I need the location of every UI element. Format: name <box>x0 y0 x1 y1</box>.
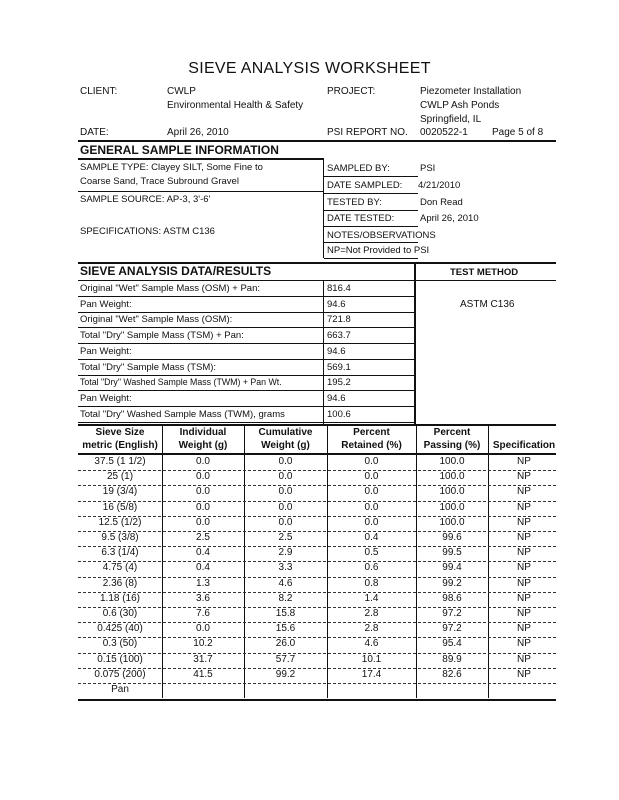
general-divider <box>323 158 324 258</box>
sieve-size-cell: 2.36 (8) <box>102 577 138 589</box>
table-cell: 0.4 <box>196 547 210 559</box>
column-header: Passing (%) <box>423 440 481 451</box>
table-cell: 2.5 <box>196 532 210 543</box>
table-cell: 31.7 <box>193 653 213 665</box>
sieve-size-cell: 0.075 (200) <box>94 668 146 680</box>
test-method: ASTM C136 <box>460 299 515 310</box>
table-cell: NP <box>517 486 531 498</box>
mass-row-rule <box>78 359 415 360</box>
mass-label: Pan Weight: <box>80 298 132 310</box>
table-cell: 0.0 <box>196 623 210 635</box>
mass-label: Pan Weight: <box>80 345 132 357</box>
table-header-rule <box>78 453 556 455</box>
table-cell: 0.6 <box>364 562 379 574</box>
mass-value: 94.6 <box>327 392 346 404</box>
page-number: Page 5 of 8 <box>492 127 544 138</box>
sieve-size-cell: 0.425 (40) <box>97 623 143 635</box>
table-cell: 0.0 <box>278 516 293 528</box>
sampled-by: PSI <box>420 163 436 174</box>
mass-label: Total "Dry" Sample Mass (TSM): <box>80 361 217 373</box>
table-cell: 0.0 <box>364 471 379 483</box>
sieve-size-cell: 16 (5/8) <box>102 501 138 513</box>
table-cell: NP <box>517 547 531 559</box>
mass-label: Original "Wet" Sample Mass (OSM) + Pan: <box>80 283 260 294</box>
table-cell: 97.2 <box>442 608 462 619</box>
table-cell: 89.9 <box>442 653 462 665</box>
rule <box>324 242 418 243</box>
table-cell: 2.5 <box>278 532 293 543</box>
date-tested-label: DATE TESTED: <box>327 213 395 224</box>
sieve-size-cell: 25 (1) <box>106 471 134 483</box>
rule <box>324 210 418 211</box>
column-header: Weight (g) <box>261 440 310 451</box>
date-label: DATE: <box>80 127 109 138</box>
table-cell: 57.7 <box>275 653 296 665</box>
table-cell: 97.2 <box>442 623 462 635</box>
table-cell: 0.0 <box>364 456 379 467</box>
table-cell: NP <box>517 562 531 574</box>
table-top-rule <box>78 424 556 426</box>
sieve-size-cell: 12.5 (1/2) <box>98 516 142 528</box>
mass-row-rule <box>78 406 415 407</box>
mass-row-rule <box>78 296 415 297</box>
table-cell: 4.6 <box>278 577 293 589</box>
column-header: Weight (g) <box>178 440 228 451</box>
header-rule <box>78 140 556 142</box>
sieve-size-cell: 19 (3/4) <box>102 486 138 498</box>
mass-label: Total "Dry" Washed Sample Mass (TWM) + Pan Wt. <box>80 377 282 388</box>
table-cell: 99.2 <box>442 577 462 589</box>
column-header: Percent <box>353 427 390 438</box>
table-cell: 0.5 <box>364 547 379 559</box>
mass-label: Total "Dry" Sample Mass (TSM) + Pan: <box>80 330 244 342</box>
notes: NP=Not Provided to PSI <box>327 245 430 256</box>
mass-value: 195.2 <box>327 377 351 389</box>
table-cell: NP <box>517 668 531 680</box>
table-cell: 82.6 <box>442 668 462 680</box>
sieve-size-cell: 1.18 (16) <box>99 592 141 604</box>
sieve-size-cell: 9.5 (3/8) <box>101 532 139 543</box>
mass-row-rule <box>78 343 415 344</box>
table-cell: NP <box>517 592 531 604</box>
sample-type: SAMPLE TYPE: Clayey SILT, Some Fine to <box>80 162 263 173</box>
table-cell: 0.0 <box>364 516 379 528</box>
table-cell: 0.0 <box>196 486 210 498</box>
sieve-size-cell: 0.3 (50) <box>102 638 138 650</box>
specifications: SPECIFICATIONS: ASTM C136 <box>80 226 215 237</box>
table-cell: NP <box>517 623 531 635</box>
column-header: Individual <box>179 427 227 438</box>
general-rule <box>78 158 324 160</box>
table-cell: 0.0 <box>364 501 379 513</box>
table-cell: NP <box>517 532 531 543</box>
table-cell: 100.0 <box>439 471 465 483</box>
table-cell: 100.0 <box>439 516 465 528</box>
table-cell: 0.0 <box>196 501 210 513</box>
mass-label: Total "Dry" Washed Sample Mass (TWM), grams <box>80 408 285 420</box>
sieve-size-cell: 4.75 (4) <box>102 562 138 574</box>
mass-row-rule <box>78 312 415 313</box>
table-cell: 0.4 <box>196 562 210 574</box>
table-cell: NP <box>517 638 531 650</box>
sieve-size-cell: 0.6 (30) <box>102 608 138 619</box>
table-cell: 98.6 <box>442 592 462 604</box>
method-heading: TEST METHOD <box>450 267 519 278</box>
date-value: April 26, 2010 <box>167 127 229 138</box>
table-cell: 100.0 <box>439 456 465 467</box>
tested-by-label: TESTED BY: <box>327 197 382 208</box>
report-number: 0020522-1 <box>420 127 468 138</box>
rule <box>78 191 324 192</box>
table-cell: 0.0 <box>196 516 210 528</box>
column-header: Cumulative <box>258 427 313 438</box>
table-cell: 3.3 <box>278 562 293 574</box>
table-cell: NP <box>517 456 531 467</box>
table-cell: NP <box>517 471 531 483</box>
table-cell: 2.9 <box>278 547 293 559</box>
table-cell: 100.0 <box>439 486 465 498</box>
table-cell: 7.6 <box>196 608 210 619</box>
sample-type-cont: Coarse Sand, Trace Subround Gravel <box>80 176 239 187</box>
table-cell: 8.2 <box>278 592 293 604</box>
table-cell: 17.4 <box>361 668 382 680</box>
table-cell: 99.6 <box>442 532 462 543</box>
sieve-size-cell: 37.5 (1 1/2) <box>94 456 146 467</box>
table-cell: 0.0 <box>278 456 293 467</box>
mass-row-rule <box>78 327 415 328</box>
table-cell: 0.4 <box>364 532 379 543</box>
table-bottom-rule <box>78 699 556 701</box>
report-label: PSI REPORT NO. <box>327 127 408 138</box>
rule <box>324 193 418 194</box>
date-tested: April 26, 2010 <box>420 213 479 224</box>
column-header: Specification <box>492 440 556 451</box>
mass-label: Original "Wet" Sample Mass (OSM): <box>80 314 233 326</box>
sampled-by-label: SAMPLED BY: <box>327 163 390 174</box>
column-header: metric (English) <box>82 440 158 451</box>
project-line: CWLP Ash Ponds <box>420 100 500 111</box>
client-label: CLIENT: <box>80 86 118 97</box>
mass-label: Pan Weight: <box>80 392 132 404</box>
table-cell: NP <box>517 653 531 665</box>
project-line: Springfield, IL <box>420 114 482 125</box>
table-cell: NP <box>517 516 531 528</box>
column-header: Sieve Size <box>95 427 145 438</box>
table-cell: 1.3 <box>196 577 210 589</box>
sample-source: SAMPLE SOURCE: AP-3, 3'-6' <box>80 194 211 205</box>
table-cell: 0.0 <box>278 501 293 513</box>
client-name: CWLP <box>167 86 196 97</box>
table-cell: 0.0 <box>278 471 293 483</box>
table-cell: 1.4 <box>364 592 379 604</box>
table-cell: 15.8 <box>275 608 296 619</box>
table-cell: 2.8 <box>364 623 379 635</box>
project-line: Piezometer Installation <box>420 86 522 97</box>
mass-value: 569.1 <box>327 361 351 373</box>
table-cell: 99.2 <box>275 668 296 680</box>
table-cell: 0.0 <box>278 486 293 498</box>
mass-value: 94.6 <box>327 298 346 310</box>
table-cell: 0.0 <box>196 456 210 467</box>
table-cell: 3.6 <box>196 592 210 604</box>
mass-value: 721.8 <box>327 314 351 326</box>
column-header: Retained (%) <box>341 440 402 451</box>
client-dept: Environmental Health & Safety <box>167 100 304 111</box>
general-heading: GENERAL SAMPLE INFORMATION <box>80 143 279 157</box>
table-cell: 15.6 <box>275 623 296 635</box>
page-title: SIEVE ANALYSIS WORKSHEET <box>188 60 431 77</box>
rule <box>324 226 418 227</box>
mass-value: 100.6 <box>327 408 351 420</box>
table-cell: 4.6 <box>364 638 379 650</box>
table-cell: 99.4 <box>442 562 462 574</box>
table-cell: 0.8 <box>364 577 379 589</box>
table-cell: NP <box>517 501 531 513</box>
table-cell: 0.0 <box>364 486 379 498</box>
column-header: Percent <box>433 427 471 438</box>
table-cell: 41.5 <box>193 668 213 680</box>
sieve-size-cell: 6.3 (1/4) <box>101 547 139 559</box>
table-cell: 2.8 <box>364 608 379 619</box>
notes-label: NOTES/OBSERVATIONS <box>327 230 436 241</box>
rule <box>324 258 418 259</box>
table-cell: NP <box>517 608 531 619</box>
analysis-heading: SIEVE ANALYSIS DATA/RESULTS <box>80 264 272 278</box>
table-cell: 0.0 <box>196 471 210 483</box>
date-sampled: 4/21/2010 <box>418 180 461 191</box>
masses-divider <box>323 280 324 424</box>
date-sampled-label: DATE SAMPLED: <box>327 180 403 191</box>
sieve-size-cell: 0.15 (100) <box>97 653 143 665</box>
mass-value: 94.6 <box>327 345 346 357</box>
mass-value: 816.4 <box>327 283 351 294</box>
rule <box>78 280 556 281</box>
table-cell: 100.0 <box>439 501 465 513</box>
table-cell: 99.5 <box>442 547 462 559</box>
table-cell: 95.4 <box>442 638 462 650</box>
mass-row-rule <box>78 422 415 423</box>
mass-row-rule <box>78 375 415 376</box>
tested-by: Don Read <box>420 197 463 208</box>
mass-row-rule <box>78 390 415 391</box>
sieve-size-cell: Pan <box>111 684 129 695</box>
table-cell: 10.1 <box>361 653 382 665</box>
project-label: PROJECT: <box>327 86 376 97</box>
table-cell: NP <box>517 577 531 589</box>
mass-value: 663.7 <box>327 330 351 342</box>
rule <box>324 176 418 177</box>
table-cell: 26.0 <box>275 638 296 650</box>
table-cell: 10.2 <box>193 638 213 650</box>
